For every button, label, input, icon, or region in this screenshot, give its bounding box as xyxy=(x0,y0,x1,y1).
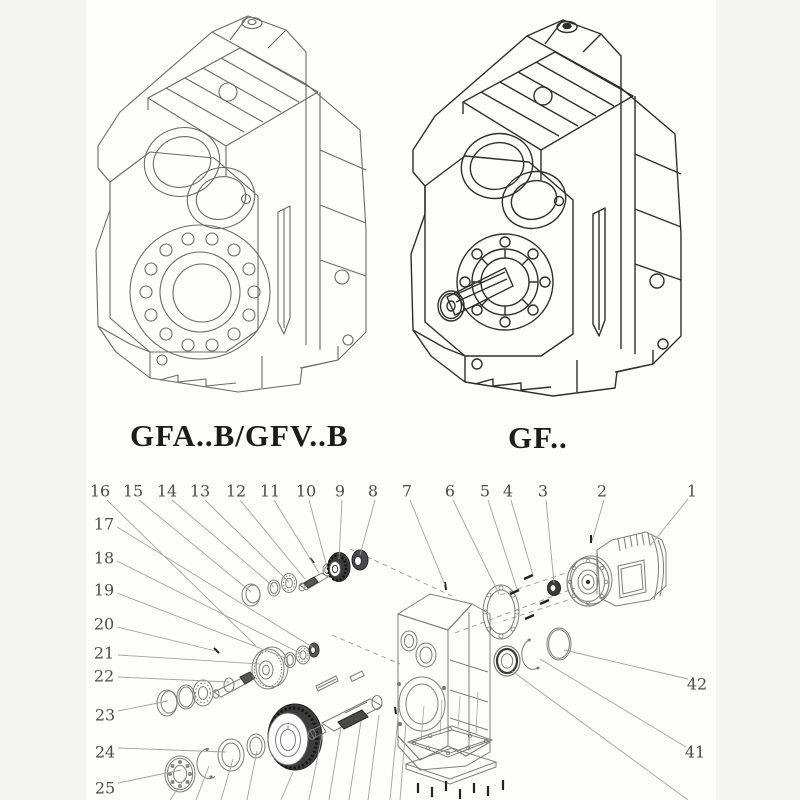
leader-line-9 xyxy=(339,500,342,559)
exploded-view xyxy=(157,532,666,799)
leader-line-15 xyxy=(139,500,251,592)
leader-line-22 xyxy=(118,677,229,682)
callout-label-18: 18 xyxy=(93,548,115,568)
output-seal-parts xyxy=(494,628,571,676)
callout-label-24: 24 xyxy=(94,742,116,762)
callout-label-22: 22 xyxy=(93,666,115,686)
gasket-and-cover xyxy=(406,726,496,784)
leader-line-12 xyxy=(240,500,305,579)
leader-line-6 xyxy=(453,500,499,594)
callout-label-1: 1 xyxy=(686,481,698,501)
leader-line-1 xyxy=(650,499,688,546)
leader-line-3 xyxy=(546,500,554,583)
leader-line-24 xyxy=(118,748,226,752)
input-shaft-parts xyxy=(242,550,368,606)
motor-unit xyxy=(567,532,666,606)
leader-line-20 xyxy=(117,627,216,651)
left-gearbox-drawing xyxy=(96,16,366,392)
shaft-keys xyxy=(316,671,364,691)
leader-line-2 xyxy=(592,500,604,541)
leader-line-10 xyxy=(309,500,327,567)
leader-line-17 xyxy=(117,527,314,648)
callout-label-41: 41 xyxy=(684,742,706,762)
callout-label-23: 23 xyxy=(94,705,116,725)
leader-stub-10 xyxy=(400,723,406,800)
callout-label-10: 10 xyxy=(295,481,317,501)
callout-label-20: 20 xyxy=(93,614,115,634)
leader-line-7 xyxy=(410,500,445,585)
leader-stub-6 xyxy=(329,727,341,800)
output-shaft xyxy=(438,234,553,330)
ball-bearing xyxy=(165,756,195,792)
callout-label-2: 2 xyxy=(596,481,608,501)
side-panel-ribs xyxy=(306,84,366,350)
leader-line-14 xyxy=(172,500,274,587)
leader-stub-8 xyxy=(368,715,379,800)
leader-line-23 xyxy=(118,701,168,711)
side-panel-ribs xyxy=(621,88,681,354)
assembly-axes xyxy=(332,549,575,664)
leader-stub-7 xyxy=(349,721,361,800)
callout-label-25: 25 xyxy=(94,778,116,798)
cooling-ribs xyxy=(463,52,633,180)
snap-ring xyxy=(522,640,538,670)
leader-line-41 xyxy=(540,659,686,747)
callout-label-14: 14 xyxy=(156,481,178,501)
leader-stub-9 xyxy=(390,707,399,800)
leader-stub-4 xyxy=(281,772,293,800)
leader-line-4 xyxy=(511,500,533,575)
leader-stub-11 xyxy=(512,671,688,800)
callout-label-9: 9 xyxy=(334,481,346,501)
mounting-feet xyxy=(98,326,353,388)
callout-label-11: 11 xyxy=(259,481,281,501)
callout-label-12: 12 xyxy=(225,481,247,501)
leader-stub-1 xyxy=(196,766,209,800)
callout-label-19: 19 xyxy=(93,580,115,600)
leader-line-19 xyxy=(117,593,288,659)
callout-label-3: 3 xyxy=(537,481,549,501)
leader-line-16 xyxy=(107,500,256,646)
leader-line-21 xyxy=(118,655,260,664)
callout-label-5: 5 xyxy=(479,481,491,501)
leader-line-5 xyxy=(488,500,517,589)
callout-label-17: 17 xyxy=(93,514,115,534)
callout-label-15: 15 xyxy=(122,481,144,501)
callout-label-6: 6 xyxy=(444,481,456,501)
right-gearbox-drawing xyxy=(411,20,681,396)
right-model-label: GF.. xyxy=(508,420,568,455)
callout-label-16: 16 xyxy=(89,481,111,501)
leader-stub-2 xyxy=(221,759,233,800)
output-shaft-part xyxy=(322,696,382,732)
callout-label-13: 13 xyxy=(189,481,211,501)
callout-label-7: 7 xyxy=(401,481,413,501)
cover-bolts xyxy=(418,780,503,799)
callout-label-8: 8 xyxy=(367,481,379,501)
mounting-feet xyxy=(413,330,668,392)
output-stage-parts xyxy=(165,671,382,792)
left-model-label: GFA..B/GFV..B xyxy=(130,418,349,453)
callout-label-42: 42 xyxy=(686,674,708,694)
leader-line-18 xyxy=(117,561,302,654)
leader-line-8 xyxy=(360,500,375,555)
leader-line-42 xyxy=(564,650,688,679)
leader-stub-3 xyxy=(247,751,257,800)
hollow-shaft-boss xyxy=(130,225,270,359)
cooling-ribs xyxy=(148,48,318,176)
leader-line-13 xyxy=(205,500,289,582)
callout-label-21: 21 xyxy=(93,643,115,663)
callout-label-4: 4 xyxy=(502,481,514,501)
